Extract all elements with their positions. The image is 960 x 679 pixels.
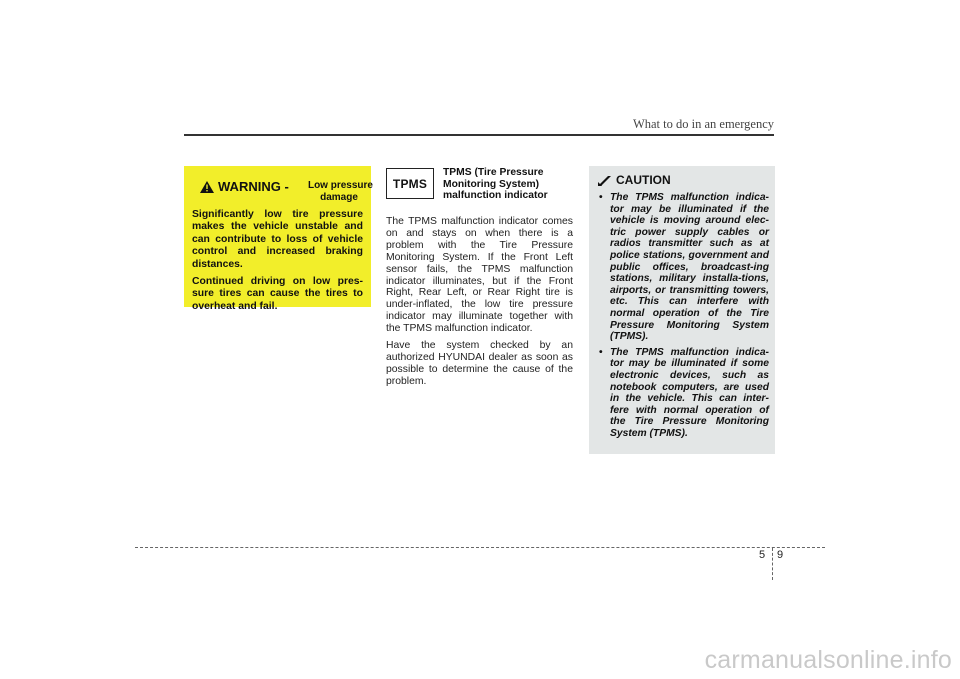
watermark: carmanualsonline.info (704, 646, 952, 674)
chapter-title: What to do in an emergency (632, 117, 774, 131)
warning-label: WARNING - (218, 179, 289, 194)
bullet-icon: • (599, 192, 603, 203)
chapter-number: 5 (759, 549, 766, 561)
tpms-heading (443, 167, 583, 202)
caution-box (589, 166, 775, 454)
warning-subject (295, 180, 373, 204)
caution-item (598, 192, 769, 343)
tpms-paragraph: Have the system checked by an authorized HYUNDAI dealer as soon as possible to determine the cause of the problem. (386, 340, 573, 387)
caution-header (598, 173, 769, 189)
tpms-heading-line1: TPMS (Tire Pressure (443, 167, 544, 178)
tpms-heading-line3: malfunction indicator (443, 190, 548, 202)
tpms-paragraph: The TPMS malfunction indicator comes on and stays on when there is a problem with the Tire Pressure Monitoring System. If the Front Left sensor fails, the TPMS malfunction indicator illuminates, but if the Front Right, Rear Left, or Rear Right tire is under-inflated, the low tire pressure indicator may illuminate together with the TPMS malfunction indicator. (386, 216, 573, 335)
header-rule (184, 134, 774, 136)
caution-item-text: The TPMS malfunction indica-tor may be illuminated if the vehicle is moving around elec-tric power supply cables or radios transmitter such as at police stations, government and public offices, broadcast-ing stations, military installa-tions, airports, or transmitting towers, etc. This can interfere with normal operation of the Tire Pressure Monitoring System (TPMS). (610, 192, 769, 343)
tpms-icon-label: TPMS (392, 176, 428, 191)
warning-triangle-icon (200, 181, 214, 193)
caution-item (598, 347, 769, 440)
warning-paragraph: Significantly low tire pressure makes the vehicle unstable and can contribute to loss of vehicle control and increased braking distances. (192, 209, 363, 270)
tpms-body (386, 216, 573, 393)
warning-subject-line1: Low pressure (307, 180, 373, 191)
warning-subject-line2: damage (320, 192, 358, 203)
page-number: 9 (777, 549, 784, 561)
caution-slash-icon (598, 176, 612, 186)
page-divider (772, 548, 773, 580)
warning-paragraph: Continued driving on low pres-sure tires can cause the tires to overheat and fail. (192, 276, 363, 312)
tpms-heading-line2: Monitoring System) (443, 178, 540, 190)
warning-header (192, 173, 373, 209)
caution-label: CAUTION (616, 173, 671, 187)
bullet-icon: • (599, 346, 603, 358)
warning-box (184, 166, 373, 312)
caution-item-text: The TPMS malfunction indica-tor may be illuminated if some electronic devices, such as notebook computers, are used in the vehicle. This can inter-fere with normal operation of the Tire Pressure Monitoring System (TPMS). (610, 346, 769, 439)
footer-rule (135, 547, 825, 548)
tpms-indicator-icon (386, 168, 434, 199)
